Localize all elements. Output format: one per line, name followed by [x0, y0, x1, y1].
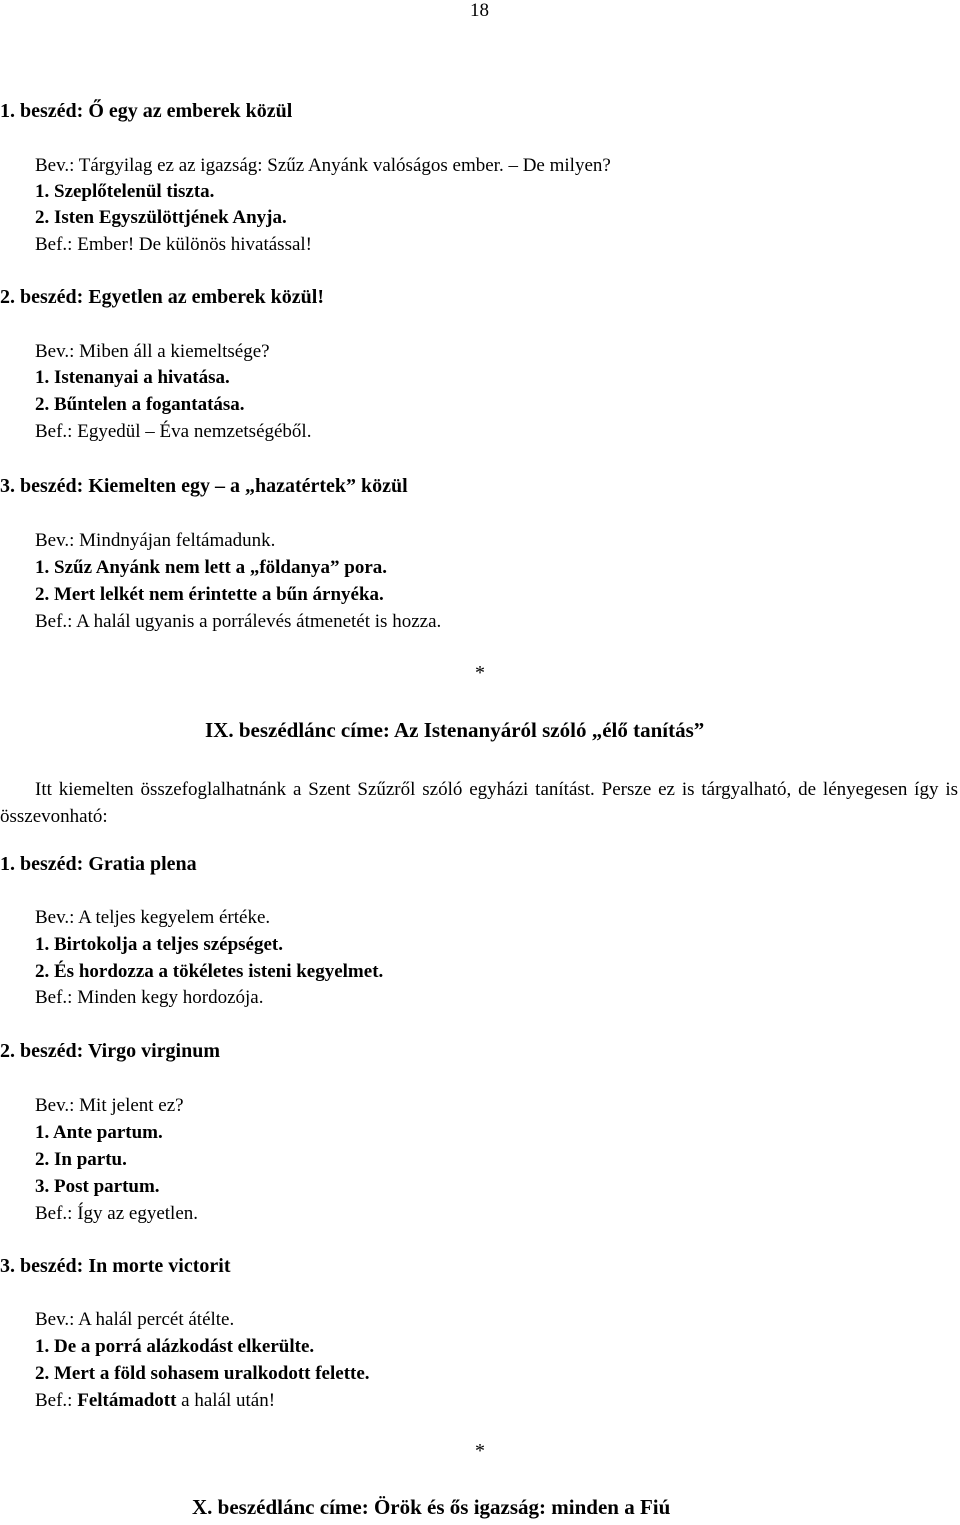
- chain-9-sermon-3-point-2: 2. Mert a föld sohasem uralkodott felette.: [35, 1363, 370, 1384]
- sermon-2-point-1: 1. Istenanyai a hivatása.: [35, 367, 230, 388]
- chain-9-sermon-2-title: 2. beszéd: Virgo virginum: [0, 1040, 220, 1062]
- sermon-2-bef: Bef.: Egyedül – Éva nemzetségéből.: [35, 421, 312, 442]
- chain-9-sermon-3-title: 3. beszéd: In morte victorit: [0, 1255, 231, 1277]
- bef-prefix: Bef.:: [35, 1390, 78, 1411]
- page-number: 18: [470, 0, 489, 21]
- chain-9-sermon-2-point-3: 3. Post partum.: [35, 1176, 160, 1197]
- sermon-2-point-2: 2. Bűntelen a fogantatása.: [35, 394, 245, 415]
- chain-9-sermon-1-bef: Bef.: Minden kegy hordozója.: [35, 987, 264, 1008]
- chain-9-sermon-1-bev: Bev.: A teljes kegyelem értéke.: [35, 907, 271, 928]
- sermon-1-title: 1. beszéd: Ő egy az emberek közül: [0, 100, 293, 122]
- chain-9-sermon-3-bev: Bev.: A halál percét átélte.: [35, 1309, 235, 1330]
- sermon-1-bev: Bev.: Tárgyilag ez az igazság: Szűz Anyánk valóságos ember. – De milyen?: [35, 155, 611, 176]
- chain-9-intro: [0, 776, 958, 830]
- sermon-1-point-1: 1. Szeplőtelenül tiszta.: [35, 181, 215, 202]
- chain-9-sermon-3-point-1: 1. De a porrá alázkodást elkerülte.: [35, 1336, 315, 1357]
- sermon-1-point-2: 2. Isten Egyszülöttjének Anyja.: [35, 207, 287, 228]
- sermon-1-bef: Bef.: Ember! De különös hivatással!: [35, 234, 313, 255]
- separator-star: *: [475, 662, 485, 684]
- chain-9-sermon-2-bev: Bev.: Mit jelent ez?: [35, 1095, 184, 1116]
- bef-suffix: a halál után!: [176, 1390, 276, 1411]
- chain-9-intro-text: Itt kiemelten összefoglalhatnánk a Szent Szűzről szóló egyházi tanítást. Persze ez is tárgyalható, de lényegesen így is összevonható:: [0, 779, 958, 827]
- separator-star-2: *: [475, 1440, 485, 1462]
- chain-9-sermon-1-title: 1. beszéd: Gratia plena: [0, 853, 197, 875]
- chain-9-sermon-1-point-2: 2. És hordozza a tökéletes isteni kegyelmet.: [35, 961, 384, 982]
- sermon-3-point-2: 2. Mert lelkét nem érintette a bűn árnyéka.: [35, 584, 384, 605]
- chain-9-sermon-3-bef: [35, 1390, 275, 1412]
- chain-9-sermon-2-point-2: 2. In partu.: [35, 1149, 127, 1170]
- sermon-3-title: 3. beszéd: Kiemelten egy – a „hazatértek” közül: [0, 475, 408, 497]
- bef-bold-word: Feltámadott: [77, 1390, 177, 1411]
- chain-9-sermon-2-point-1: 1. Ante partum.: [35, 1122, 163, 1143]
- sermon-2-bev: Bev.: Miben áll a kiemeltsége?: [35, 341, 270, 362]
- sermon-3-point-1: 1. Szűz Anyánk nem lett a „földanya” pora.: [35, 557, 388, 578]
- chain-9-title: IX. beszédlánc címe: Az Istenanyáról szóló „élő tanítás”: [205, 718, 705, 742]
- sermon-2-title: 2. beszéd: Egyetlen az emberek közül!: [0, 286, 325, 308]
- chain-10-title: X. beszédlánc címe: Örök és ős igazság: minden a Fiú: [192, 1495, 671, 1519]
- chain-9-sermon-2-bef: Bef.: Így az egyetlen.: [35, 1203, 199, 1224]
- chain-9-sermon-1-point-1: 1. Birtokolja a teljes szépséget.: [35, 934, 283, 955]
- sermon-3-bef: Bef.: A halál ugyanis a porrálevés átmenetét is hozza.: [35, 611, 442, 632]
- sermon-3-bev: Bev.: Mindnyájan feltámadunk.: [35, 530, 276, 551]
